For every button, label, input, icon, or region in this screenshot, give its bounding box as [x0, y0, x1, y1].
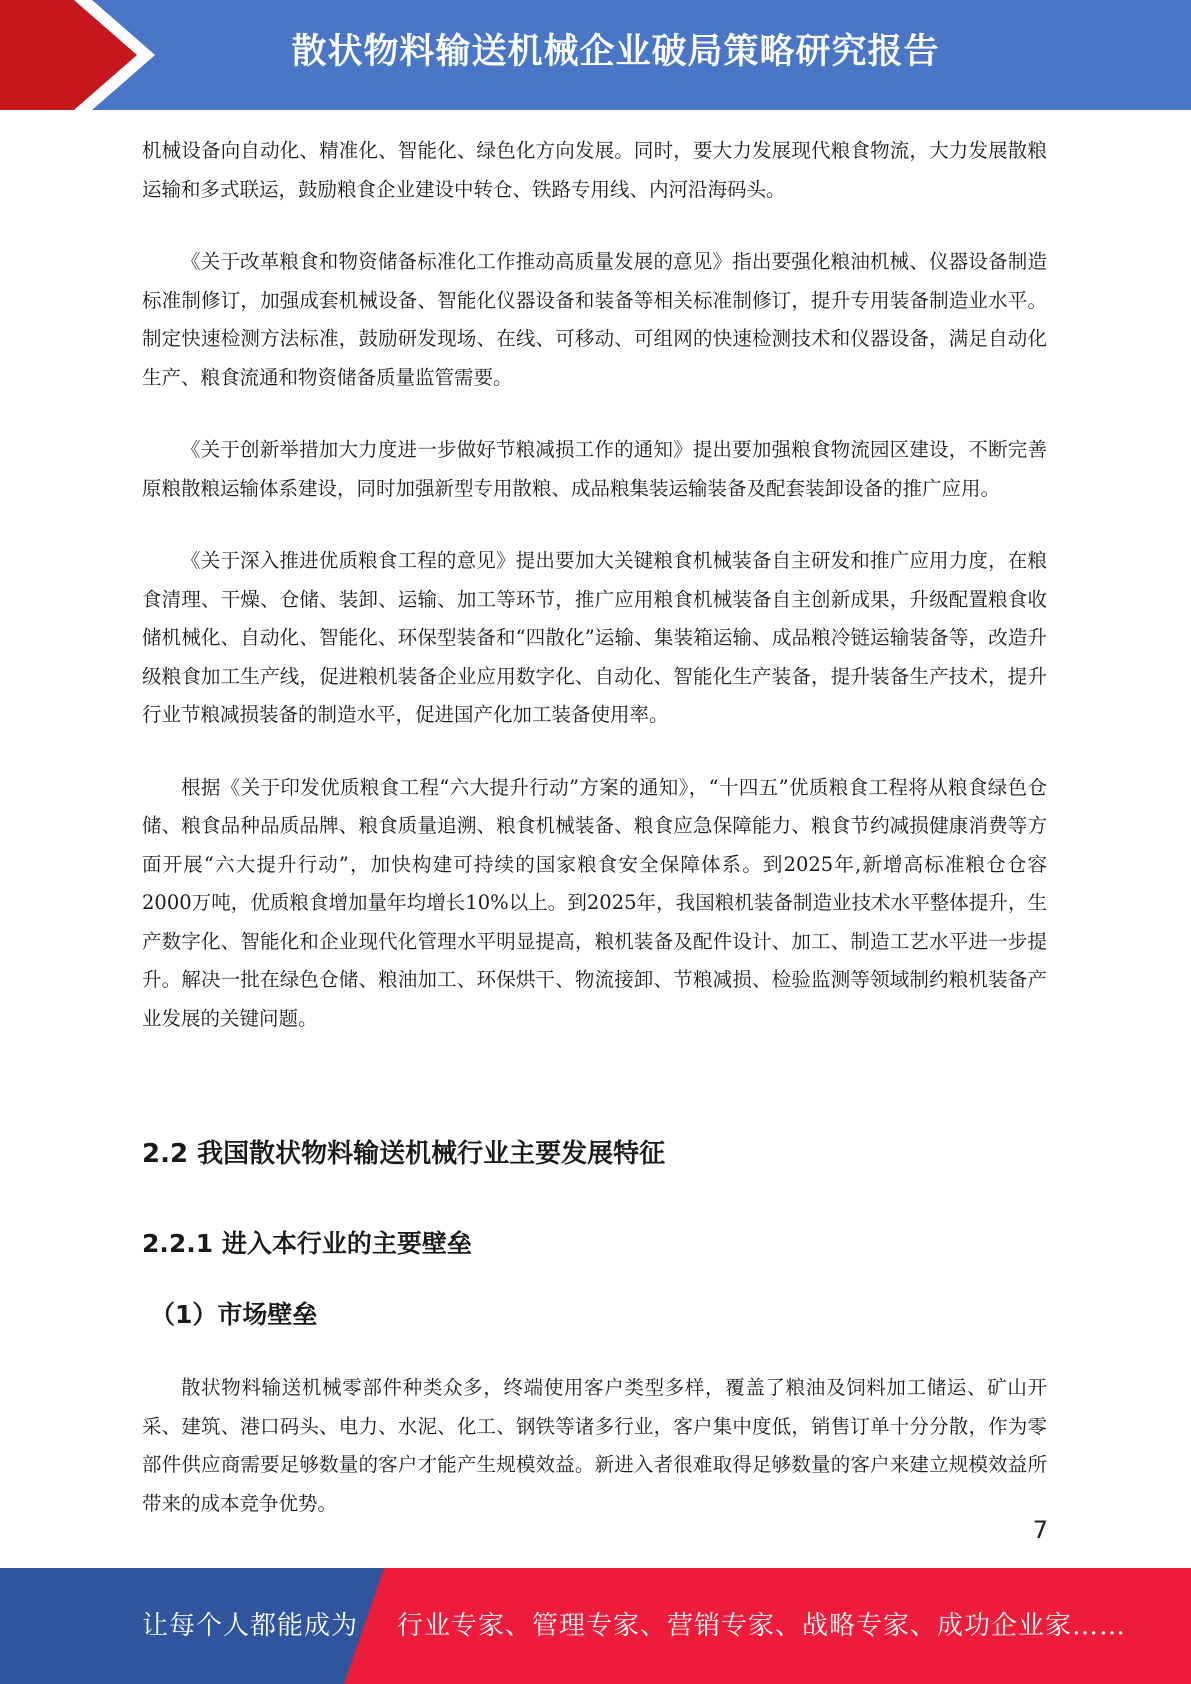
page-footer [0, 1568, 1191, 1684]
paragraph-quality-grain-project: 《关于深入推进优质粮食工程的意见》提出要加大关键粮食机械装备自主研发和推广应用力度，在粮食清理、干燥、仓储、装卸、运输、加工等环节，推广应用粮食机械装备自主创新成果，升级配置粮食收储机械化、自动化、智能化、环保型装备和“四散化”运输、集装箱运输、成品粮冷链运输装备等，改造升级粮食加工生产线，促进粮机装备企业应用数字化、自动化、智能化生产装备，提升装备生产技术，提升行业节粮减损装备的制造水平，促进国产化加工装备使用率。 [142, 549, 1047, 726]
subsection-heading: 2.2.1 进入本行业的主要壁垒 [142, 1229, 472, 1258]
footer-slogan-right: 行业专家、管理专家、营销专家、战略专家、成功企业家…… [397, 1611, 1127, 1641]
paragraph-six-actions: 根据《关于印发优质粮食工程“六大提升行动”方案的通知》，“十四五”优质粮食工程将从粮食绿色仓储、粮食品种品质品牌、粮食质量追溯、粮食机械装备、粮食应急保障能力、粮食节约减损健康消费等方面开展“六大提升行动”，加快构建可持续的国家粮食安全保障体系。到2025年,新增高标准粮仓仓容2000万吨，优质粮食增加量年均增长10%以上。到2025年，我国粮机装备制造业技术水平整体提升，生产数字化、智能化和企业现代化管理水平明显提高，粮机装备及配件设计、加工、制造工艺水平进一步提升。解决一批在绿色仓储、粮油加工、环保烘干、物流接卸、节粮减损、检验监测等领域制约粮机装备产业发展的关键问题。 [142, 775, 1047, 1030]
footer-slogan-left: 让每个人都能成为 [142, 1611, 359, 1641]
paragraph-market-barrier: 散状物料输送机械零部件种类众多，终端使用客户类型多样，覆盖了粮油及饲料加工储运、矿山开采、建筑、港口码头、电力、水泥、化工、钢铁等诸多行业，客户集中度低，销售订单十分分散，作为零部件供应商需要足够数量的客户才能产生规模效益。新进入者很难取得足够数量的客户来建立规模效益所带来的成本竞争优势。 [142, 1376, 1047, 1515]
body-content-market-barrier [142, 1369, 1047, 1523]
paragraph-standardization-opinion: 《关于改革粮食和物资储备标准化工作推动高质量发展的意见》指出要强化粮油机械、仪器设备制造标准制修订，加强成套机械设备、智能化仪器设备和装备等相关标准制修订，提升专用装备制造业水平。制定快速检测方法标准，鼓励研发现场、在线、可移动、可组网的快速检测技术和仪器设备，满足自动化生产、粮食流通和物资储备质量监管需要。 [142, 250, 1047, 389]
page-header [0, 0, 1191, 110]
paragraph-continuation: 机械设备向自动化、精准化、智能化、绿色化方向发展。同时，要大力发展现代粮食物流，大力发展散粮运输和多式联运，鼓励粮食企业建设中转仓、铁路专用线、内河沿海码头。 [142, 139, 1047, 201]
page-number: 7 [1032, 1516, 1048, 1544]
paragraph-grain-loss-notice: 《关于创新举措加大力度进一步做好节粮减损工作的通知》提出要加强粮食物流园区建设，不断完善原粮散粮运输体系建设，同时加强新型专用散粮、成品粮集装运输装备及配套装卸设备的推广应用。 [142, 438, 1047, 500]
section-heading: 2.2 我国散状物料输送机械行业主要发展特征 [142, 1139, 666, 1169]
body-content [142, 132, 1047, 1038]
subsubsection-heading: （1）市场壁垒 [150, 1300, 318, 1329]
report-title: 散状物料输送机械企业破局策略研究报告 [291, 32, 940, 72]
